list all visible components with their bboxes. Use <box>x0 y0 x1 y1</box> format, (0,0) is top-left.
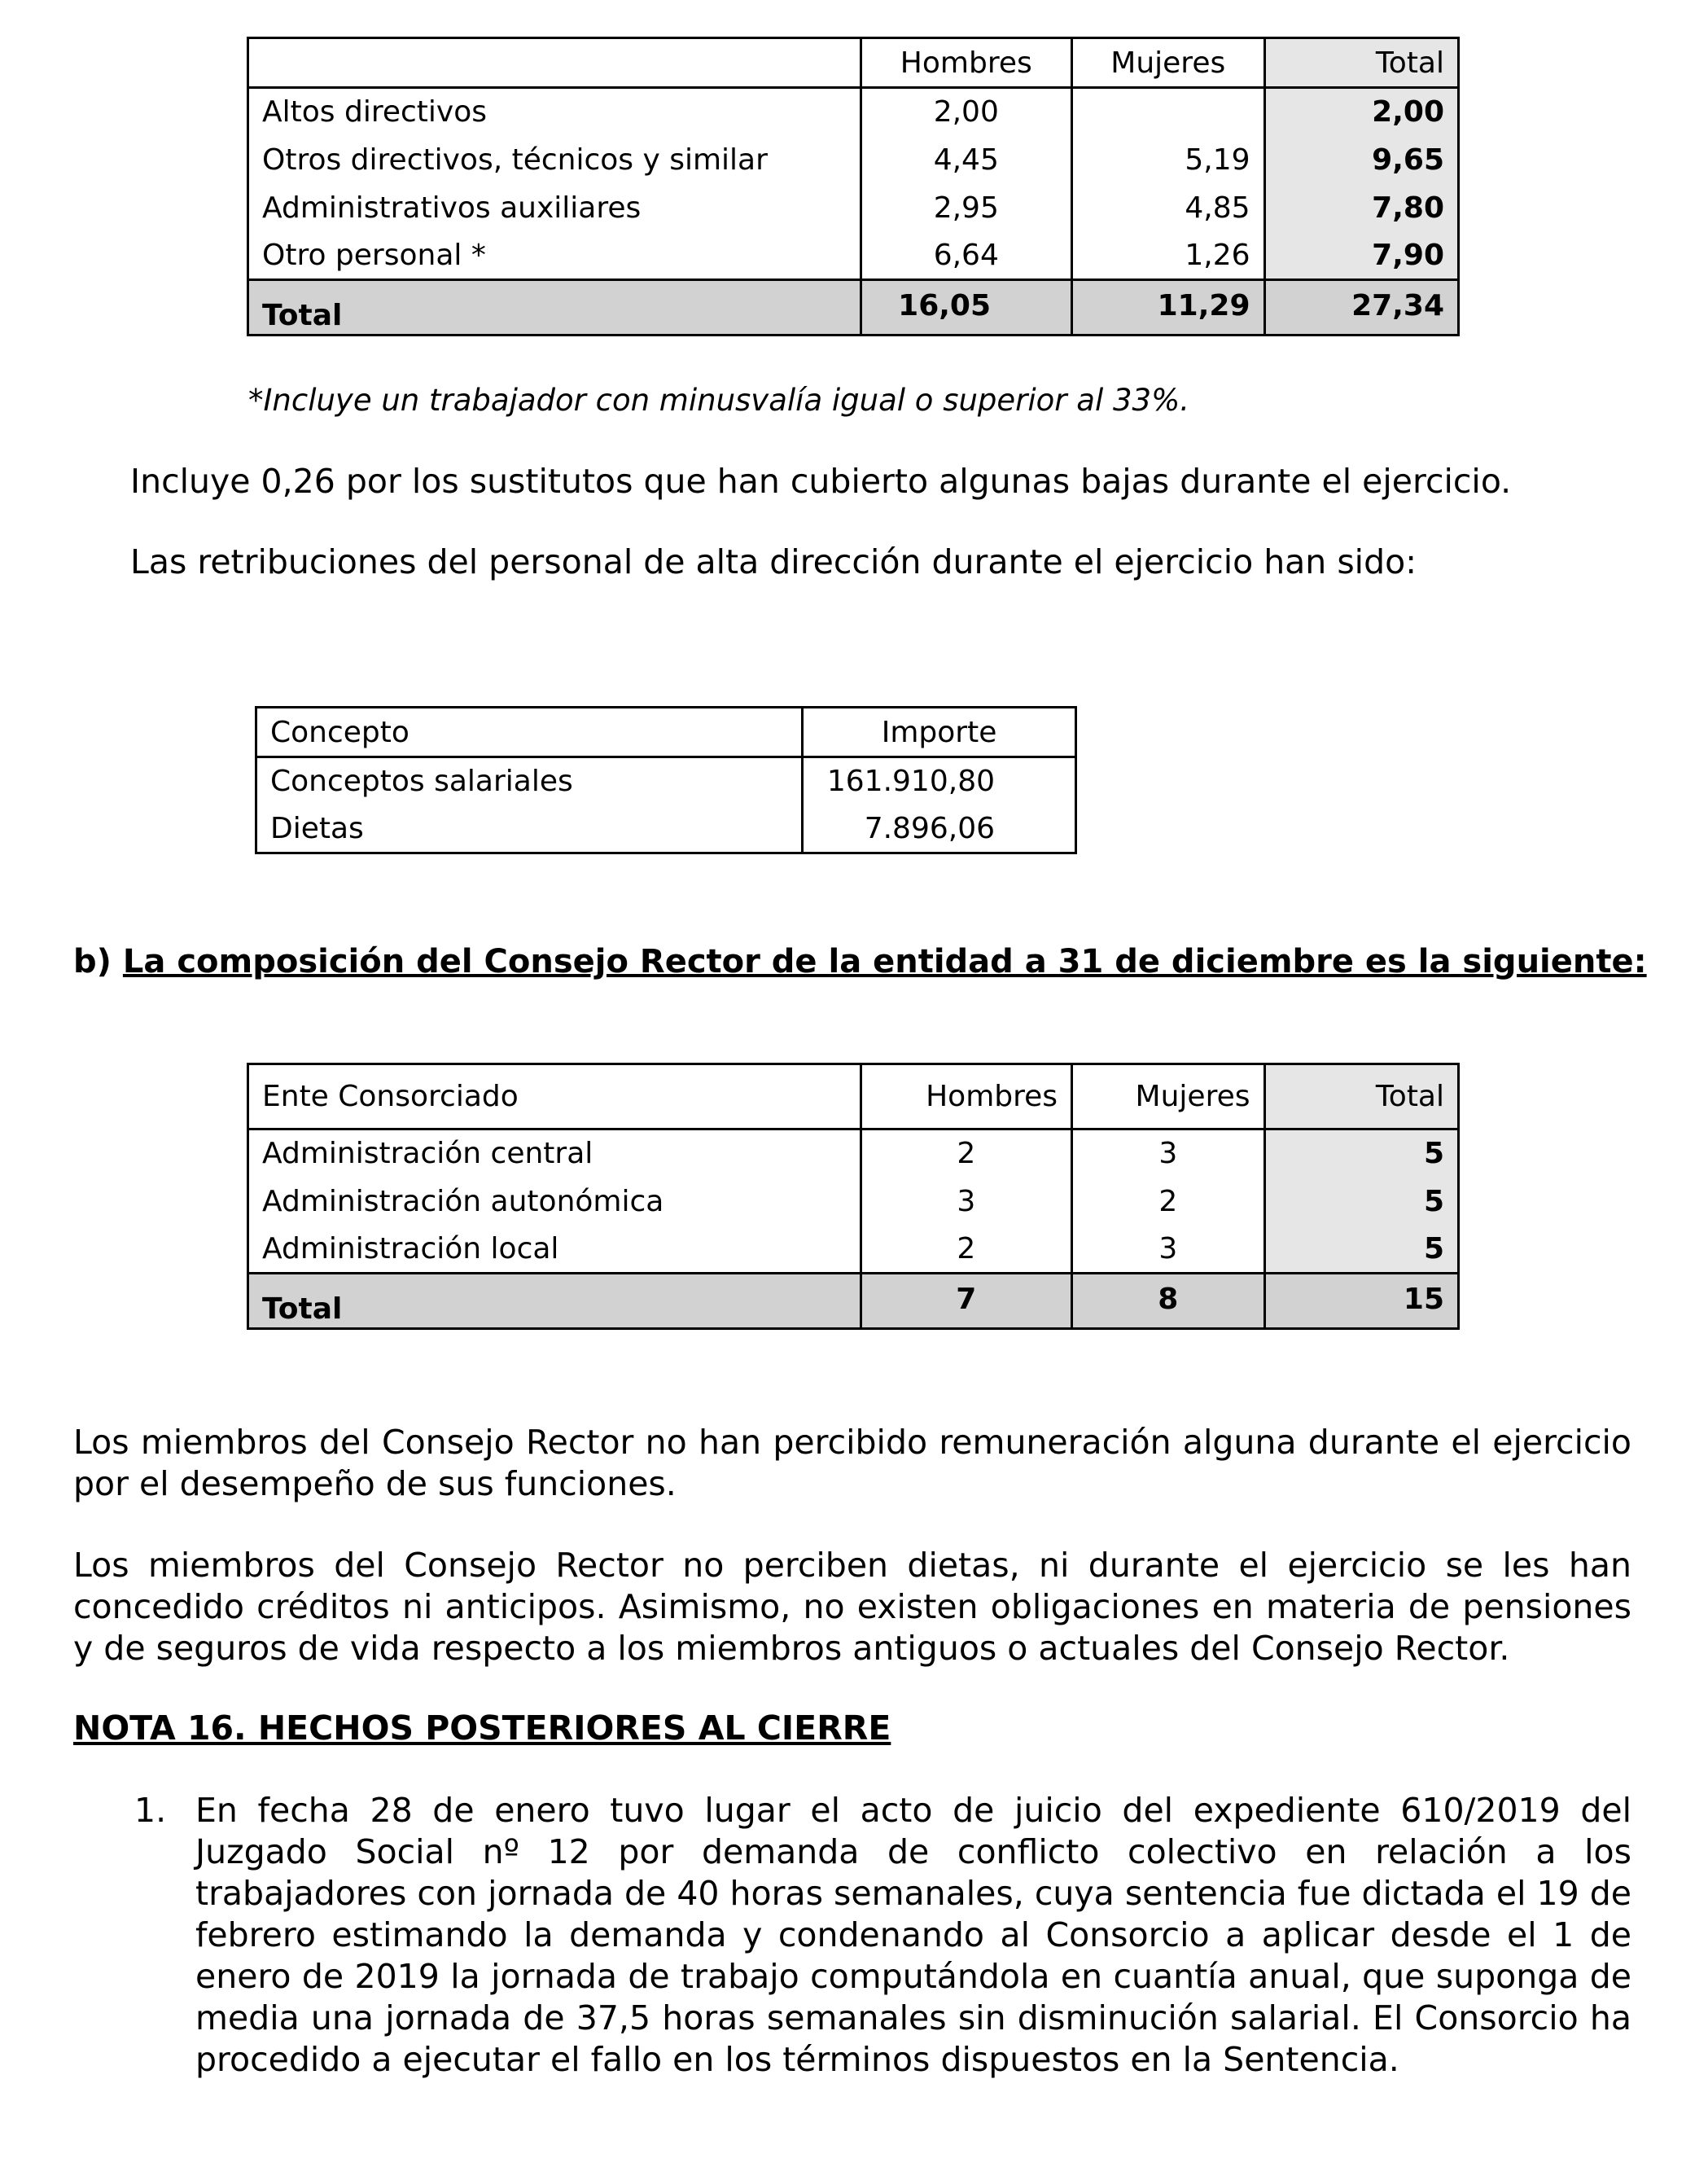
total-mujeres: 8 <box>1072 1274 1264 1329</box>
cell-hombres: 4,45 <box>861 136 1072 184</box>
cell-mujeres: 5,19 <box>1072 136 1264 184</box>
total-total: 27,34 <box>1264 280 1459 336</box>
header-cell: Importe <box>803 708 1076 757</box>
list-item-text: En fecha 28 de enero tuvo lugar el acto de juicio del expediente 610/2019 del Juzgado Social nº 12 por demanda de conflicto colectivo en relación a los trabajadores con jornada de 40 horas semanales, cuya sentencia fue dictada el 19 de febrero estimando la demanda y condenando al Consorcio a aplicar desde el 1 de enero de 2019 la jornada de trabajo computándola en cuantía anual, que suponga de media una jornada de 37,5 horas semanales sin disminución salarial. El Consorcio ha procedido a ejecutar el fallo en los términos dispuestos en la Sentencia. <box>195 1791 1631 2079</box>
cell-mujeres: 3 <box>1072 1226 1264 1274</box>
consejo-table <box>247 1063 1460 1330</box>
cell-total: 5 <box>1264 1178 1459 1226</box>
table-footnote: *Incluye un trabajador con minusvalía igual o superior al 33%. <box>248 383 1189 418</box>
cell-total: 7,80 <box>1264 184 1459 232</box>
paragraph-consejo-dietas: Los miembros del Consejo Rector no perciben dietas, ni durante el ejercicio se les han concedido créditos ni anticipos. Asimismo, no existen obligaciones en materia de pensiones y de seguros de vida respecto a los miembros antiguos o actuales del Consejo Rector. <box>73 1546 1631 1668</box>
paragraph-retribuciones: Las retribuciones del personal de alta dirección durante el ejercicio han sido: <box>130 542 1417 581</box>
table-row <box>256 757 1076 805</box>
row-label: Altos directivos <box>262 95 487 129</box>
cell-mujeres <box>1072 88 1264 136</box>
personal-table <box>247 37 1460 336</box>
cell-total: 7,90 <box>1264 232 1459 280</box>
header-cell: Ente Consorciado <box>248 1064 861 1129</box>
table-row <box>248 88 1459 136</box>
table-row <box>248 184 1459 232</box>
total-mujeres: 11,29 <box>1072 280 1264 336</box>
row-label: Dietas <box>270 811 364 845</box>
cell-mujeres: 4,85 <box>1072 184 1264 232</box>
cell-importe: 7.896,06 <box>803 805 1076 853</box>
header-cell: Hombres <box>861 1064 1072 1129</box>
total-label: Total <box>248 280 861 336</box>
table-row <box>256 805 1076 853</box>
row-label: Conceptos salariales <box>270 765 573 799</box>
header-cell <box>248 38 861 88</box>
total-total: 15 <box>1264 1274 1459 1329</box>
table-header-row <box>248 38 1459 88</box>
row-label: Administración local <box>262 1231 559 1265</box>
cell-total: 2,00 <box>1264 88 1459 136</box>
header-cell: Hombres <box>861 38 1072 88</box>
table-row <box>248 1129 1459 1178</box>
row-label: Administración autonómica <box>262 1184 664 1218</box>
table-row <box>248 1178 1459 1226</box>
table-header-row <box>256 708 1076 757</box>
table-total-row <box>248 280 1459 336</box>
header-cell: Mujeres <box>1072 1064 1264 1129</box>
row-label: Administración central <box>262 1137 593 1171</box>
list-item-number: 1. <box>134 1791 167 1830</box>
cell-importe: 161.910,80 <box>803 757 1076 805</box>
row-label: Otros directivos, técnicos y similar <box>262 143 768 177</box>
row-label: Administrativos auxiliares <box>262 191 642 225</box>
section-title: La composición del Consejo Rector de la entidad a 31 de diciembre es la siguiente: <box>122 943 1647 980</box>
paragraph-consejo-remuneracion: Los miembros del Consejo Rector no han percibido remuneración alguna durante el ejercicio por el desempeño de sus funciones. <box>73 1423 1631 1503</box>
header-cell: Concepto <box>256 708 803 757</box>
table-row <box>248 232 1459 280</box>
cell-mujeres: 2 <box>1072 1178 1264 1226</box>
paragraph-sustitutos: Incluye 0,26 por los sustitutos que han cubierto algunas bajas durante el ejercicio. <box>130 462 1512 501</box>
header-cell: Total <box>1264 38 1459 88</box>
cell-hombres: 2 <box>861 1129 1072 1178</box>
retribuciones-table <box>255 706 1077 854</box>
total-label: Total <box>248 1274 861 1329</box>
cell-total: 9,65 <box>1264 136 1459 184</box>
cell-mujeres: 3 <box>1072 1129 1264 1178</box>
cell-total: 5 <box>1264 1226 1459 1274</box>
section-b-heading <box>73 943 1647 980</box>
section-marker: b) <box>73 943 112 980</box>
cell-hombres: 6,64 <box>861 232 1072 280</box>
header-cell: Mujeres <box>1072 38 1264 88</box>
table-header-row <box>248 1064 1459 1129</box>
table-row <box>248 136 1459 184</box>
cell-total: 5 <box>1264 1129 1459 1178</box>
cell-mujeres: 1,26 <box>1072 232 1264 280</box>
nota16-heading: NOTA 16. HECHOS POSTERIORES AL CIERRE <box>73 1708 891 1748</box>
cell-hombres: 2 <box>861 1226 1072 1274</box>
table-row <box>248 1226 1459 1274</box>
table-total-row <box>248 1274 1459 1329</box>
total-hombres: 7 <box>861 1274 1072 1329</box>
cell-hombres: 2,00 <box>861 88 1072 136</box>
cell-hombres: 3 <box>861 1178 1072 1226</box>
row-label: Otro personal * <box>262 238 486 272</box>
header-cell: Total <box>1264 1064 1459 1129</box>
total-hombres: 16,05 <box>861 280 1072 336</box>
cell-hombres: 2,95 <box>861 184 1072 232</box>
